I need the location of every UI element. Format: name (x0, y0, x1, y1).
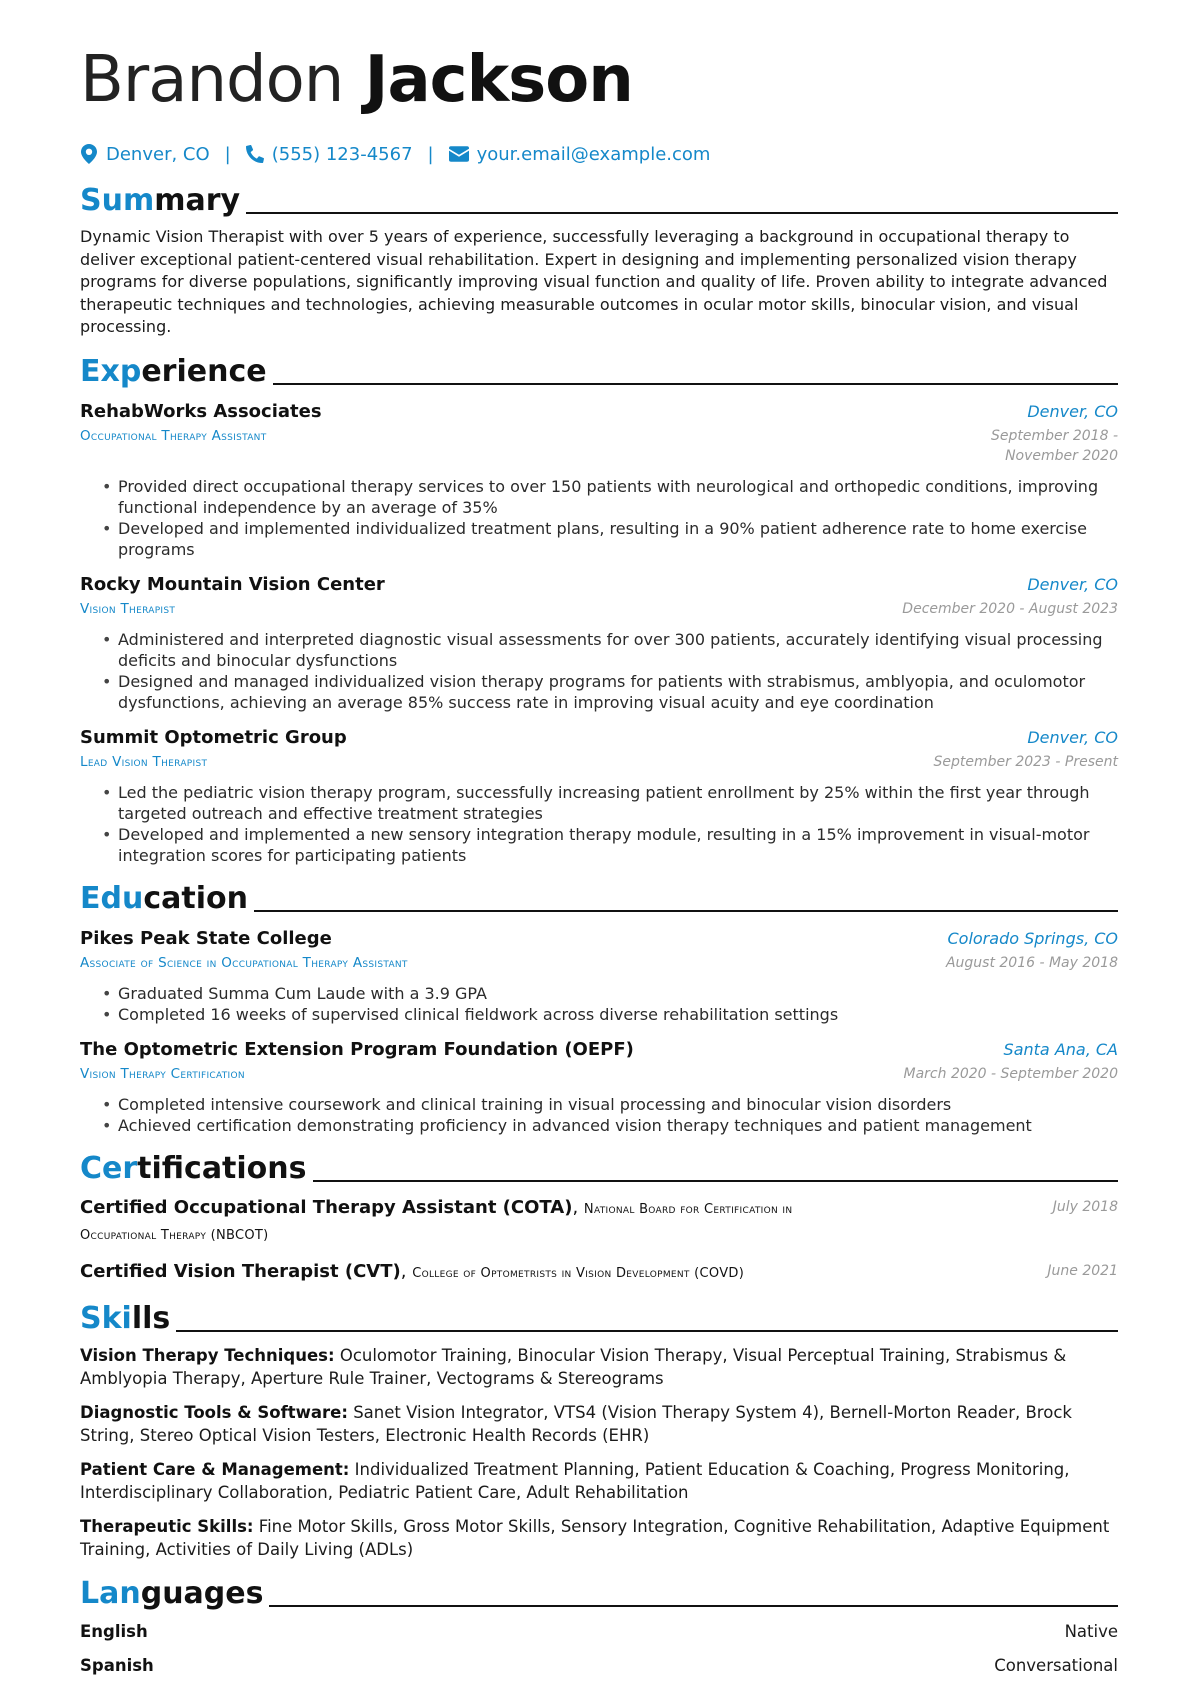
job-dates: December 2020 - August 2023 (902, 600, 1118, 617)
skill-category: Vision Therapy Techniques: (80, 1345, 335, 1365)
bullet-item: • Administered and interpreted diagnostic visual assessments for over 300 patients, accurately identifying visual processing deficits and binocular dysfunctions (102, 629, 1118, 671)
map-pin-icon (80, 144, 98, 164)
skill-category: Diagnostic Tools & Software: (80, 1402, 348, 1422)
bullet-item: • Developed and implemented a new sensory integration therapy module, resulting in a 15% improvement in visual-motor integration scores for participating patients (102, 824, 1118, 866)
bullet-list (80, 983, 1118, 1025)
skill-category: Patient Care & Management: (80, 1459, 350, 1479)
section-title: Summary (80, 183, 241, 218)
school-location: Colorado Springs, CO (947, 928, 1118, 948)
employer-name: Rocky Mountain Vision Center (80, 573, 385, 595)
job-title: Vision Therapist (80, 600, 176, 617)
degree-title: Associate of Science in Occupational Therapy Assistant (80, 954, 408, 971)
bullet-item: • Provided direct occupational therapy services to over 150 patients with neurological and orthopedic conditions, improving functional independence by an average of 35% (102, 476, 1118, 518)
experience-heading (80, 353, 1118, 389)
language-level: Conversational (994, 1655, 1118, 1675)
education-entry (80, 1039, 1118, 1136)
skill-group (80, 1458, 1118, 1504)
certification-name: Certified Occupational Therapy Assistant (COTA) (80, 1196, 573, 1218)
school-name: Pikes Peak State College (80, 927, 332, 949)
section-rule (313, 1180, 1118, 1182)
experience-entry (80, 574, 1118, 713)
education-entry (80, 928, 1118, 1025)
section-title: Languages (80, 1575, 264, 1611)
skill-group (80, 1401, 1118, 1447)
section-title: Certifications (80, 1150, 307, 1186)
certification-name: Certified Vision Therapist (CVT) (80, 1260, 401, 1282)
bullet-item: • Designed and managed individualized vision therapy programs for patients with strabismus, amblyopia, and oculomotor dysfunctions, achieving an average 85% success rate in improving visual acuity and eye coordination (102, 671, 1118, 713)
bullet-item: • Led the pediatric vision therapy program, successfully increasing patient enrollment by 25% within the first year through targeted outreach and effective treatment strategies (102, 782, 1118, 824)
skill-items: Individualized Treatment Planning, Patient Education & Coaching, Progress Monitoring, Interdisciplinary Collaboration, Pediatric Patient Care, Adult Rehabilitation (80, 1459, 1070, 1502)
section-rule (254, 910, 1118, 912)
skill-items: Sanet Vision Integrator, VTS4 (Vision Therapy System 4), Bernell-Morton Reader, Brock String, Stereo Optical Vision Testers, Electronic Health Records (EHR) (80, 1402, 1072, 1445)
bullet-item: • Completed 16 weeks of supervised clinical fieldwork across diverse rehabilitation settings (102, 1004, 1118, 1025)
bullet-list (80, 476, 1118, 560)
job-title: Lead Vision Therapist (80, 753, 208, 770)
bullet-list (80, 782, 1118, 866)
certification-entry: Certified Vision Therapist (CVT), College of Optometrists in Vision Development (COVD) June 2021 (80, 1260, 1118, 1286)
school-name: The Optometric Extension Program Foundation (OEPF) (80, 1038, 634, 1060)
bullet-item: • Graduated Summa Cum Laude with a 3.9 GPA (102, 983, 1118, 1004)
section-rule (273, 383, 1118, 385)
language-name: English (80, 1621, 148, 1641)
experience-entry (80, 401, 1118, 560)
school-dates: March 2020 - September 2020 (903, 1065, 1118, 1082)
job-dates: September 2023 - Present (933, 753, 1118, 770)
degree-title: Vision Therapy Certification (80, 1065, 245, 1082)
job-location: Denver, CO (1027, 574, 1118, 594)
contact-location (80, 144, 210, 165)
phone-text[interactable]: (555) 123-4567 (271, 143, 413, 165)
certification-issuer: National Board for Certification in Occupational Therapy (NBCOT) (80, 1201, 793, 1243)
skill-category: Therapeutic Skills: (80, 1516, 254, 1536)
language-level: Native (1064, 1621, 1118, 1641)
job-location: Denver, CO (1027, 727, 1118, 747)
bullet-item: • Developed and implemented individualized treatment plans, resulting in a 90% patient adherence rate to home exercise programs (102, 518, 1118, 560)
skill-group (80, 1344, 1118, 1390)
contact-phone[interactable] (246, 144, 413, 165)
skill-items: Fine Motor Skills, Gross Motor Skills, Sensory Integration, Cognitive Rehabilitation, Adaptive Equipment Training, Activities of Daily Living (ADLs) (80, 1516, 1110, 1559)
certification-entry: Certified Occupational Therapy Assistant (COTA), National Board for Certification in Occupational Therapy (NBCOT) July 2018 (80, 1196, 1118, 1248)
summary-text: Dynamic Vision Therapist with over 5 years of experience, successfully leveraging a background in occupational therapy to deliver exceptional patient-centered visual rehabilitation. Expert in designing and implementing personalized vision therapy programs for diverse populations, significantly improving visual function and quality of life. Proven ability to integrate advanced therapeutic techniques and technologies, achieving measurable outcomes in ocular motor skills, binocular vision, and visual processing. (80, 227, 1108, 336)
certification-date: June 2021 (1047, 1262, 1118, 1279)
bullet-list (80, 1094, 1118, 1136)
section-title: Experience (80, 353, 267, 389)
employer-name: Summit Optometric Group (80, 726, 347, 748)
contact-bar (80, 142, 1118, 166)
job-dates: September 2018 - November 2020 (991, 427, 1118, 464)
bullet-item: • Achieved certification demonstrating proficiency in advanced vision therapy techniques and patient management (102, 1115, 1118, 1136)
employer-name: RehabWorks Associates (80, 400, 322, 422)
location-text: Denver, CO (106, 143, 210, 165)
certification-date: July 2018 (1052, 1198, 1118, 1215)
language-row (80, 1655, 1118, 1677)
language-name: Spanish (80, 1655, 154, 1675)
section-rule (246, 212, 1118, 214)
email-link[interactable]: your.email@example.com (476, 143, 711, 165)
certifications-heading (80, 1150, 1118, 1186)
bullet-item: • Completed intensive coursework and clinical training in visual processing and binocular vision disorders (102, 1094, 1118, 1115)
section-rule (269, 1605, 1118, 1607)
contact-email[interactable] (449, 144, 711, 165)
experience-entry (80, 727, 1118, 866)
last-name: Jackson (364, 43, 633, 117)
education-heading (80, 880, 1118, 916)
first-name: Brandon (80, 43, 344, 117)
languages-heading (80, 1575, 1118, 1611)
section-rule (176, 1330, 1118, 1332)
section-title: Skills (80, 1300, 171, 1336)
summary-heading (80, 182, 1118, 218)
job-title: Occupational Therapy Assistant (80, 427, 267, 444)
job-location: Denver, CO (1027, 401, 1118, 421)
certification-issuer: College of Optometrists in Vision Development (COVD) (412, 1265, 745, 1281)
resume-page (80, 40, 1118, 1677)
language-row (80, 1621, 1118, 1643)
section-title: Education (80, 880, 248, 916)
phone-icon (246, 144, 264, 164)
contact-separator: | (224, 143, 231, 165)
school-location: Santa Ana, CA (1003, 1039, 1118, 1059)
contact-separator: | (427, 143, 434, 165)
skill-items: Oculomotor Training, Binocular Vision Therapy, Visual Perceptual Training, Strabismus & Amblyopia Therapy, Aperture Rule Trainer, Vectograms & Stereograms (80, 1345, 1067, 1388)
bullet-list (80, 629, 1118, 713)
envelope-icon (449, 144, 469, 164)
skills-heading (80, 1300, 1118, 1336)
skill-group (80, 1515, 1118, 1561)
school-dates: August 2016 - May 2018 (945, 954, 1118, 971)
candidate-name (80, 40, 1118, 120)
